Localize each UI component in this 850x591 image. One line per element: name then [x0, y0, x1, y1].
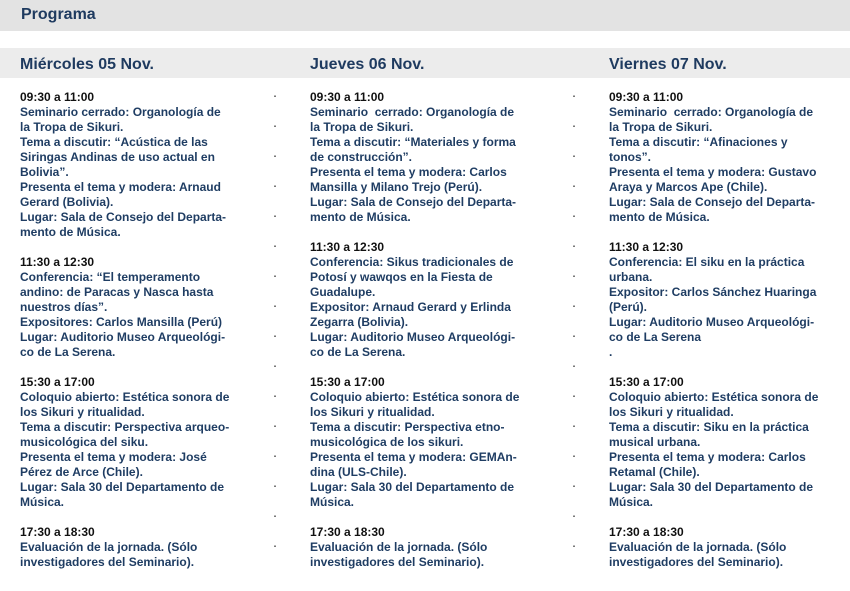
event-text-line: investigadores del Seminario).	[20, 555, 195, 569]
separator-dot: .	[572, 509, 576, 520]
event-text-line: Seminario cerrado: Organología de	[20, 105, 221, 119]
separator-dot: .	[572, 479, 576, 490]
event-text-line: Siringas Andinas de uso actual en	[20, 150, 215, 164]
schedule-event	[20, 525, 270, 570]
separator-dot: .	[273, 539, 277, 550]
separator-dot: .	[572, 89, 576, 100]
separator-dot: .	[273, 479, 277, 490]
event-text-line: Retamal (Chile).	[609, 465, 700, 479]
event-time: 09:30 a 11:00	[609, 90, 684, 104]
event-text-line: de construcción”.	[310, 150, 413, 164]
event-text-line: co de La Serena.	[310, 345, 406, 359]
event-time: 17:30 a 18:30	[20, 525, 95, 539]
event-text-line: Tema a discutir: “Materiales y forma	[310, 135, 516, 149]
event-text-line: Expositor: Carlos Sánchez Huaringa	[609, 285, 817, 299]
event-text-line: Tema a discutir: “Afinaciones y	[609, 135, 788, 149]
separator-dot: .	[273, 89, 277, 100]
page-title: Programa	[21, 6, 96, 23]
separator-dot: .	[572, 179, 576, 190]
schedule-event	[609, 525, 844, 570]
separator-dot: .	[273, 119, 277, 130]
event-list	[310, 90, 570, 570]
column-separator	[571, 80, 577, 560]
event-text-line: Seminario cerrado: Organología de	[609, 105, 814, 119]
event-time: 09:30 a 11:00	[20, 90, 95, 104]
separator-dot: .	[273, 329, 277, 340]
event-time: 09:30 a 11:00	[310, 90, 385, 104]
event-text-line: Lugar: Sala de Consejo del Departa-	[20, 210, 227, 224]
event-text-line: Lugar: Sala 30 del Departamento de	[310, 480, 515, 494]
event-time: 11:30 a 12:30	[20, 255, 95, 269]
event-text-line: investigadores del Seminario).	[310, 555, 485, 569]
event-text-line: Coloquio abierto: Estética sonora de	[609, 390, 819, 404]
schedule-event	[310, 90, 570, 225]
event-text-line: Conferencia: “El temperamento	[20, 270, 201, 284]
event-text-line: Tema a discutir: Siku en la práctica	[609, 420, 809, 434]
event-time: 17:30 a 18:30	[609, 525, 684, 539]
event-list	[609, 90, 844, 570]
separator-dot: .	[273, 389, 277, 400]
column-separator	[272, 80, 278, 560]
event-text-line: Gerard (Bolivia).	[20, 195, 114, 209]
event-text-line: Coloquio abierto: Estética sonora de	[310, 390, 520, 404]
event-text-line: Araya y Marcos Ape (Chile).	[609, 180, 768, 194]
event-time: 11:30 a 12:30	[310, 240, 385, 254]
event-text-line: Mansilla y Milano Trejo (Perú).	[310, 180, 483, 194]
day-column-thursday	[310, 48, 570, 585]
event-text-line: Música.	[20, 495, 65, 509]
day-column-wednesday	[20, 48, 270, 585]
schedule-event	[20, 255, 270, 360]
separator-dot: .	[572, 329, 576, 340]
event-text-line: Lugar: Auditorio Museo Arqueológi-	[310, 330, 516, 344]
event-text-line: Tema a discutir: Perspectiva arqueo-	[20, 420, 230, 434]
event-text-line: mento de Música.	[20, 225, 121, 239]
event-time: 17:30 a 18:30	[310, 525, 385, 539]
event-text-line: Presenta el tema y modera: Gustavo	[609, 165, 817, 179]
separator-dot: .	[273, 419, 277, 430]
event-time: 15:30 a 17:00	[310, 375, 385, 389]
separator-dot: .	[572, 359, 576, 370]
event-text-line: Presenta el tema y modera: Carlos	[310, 165, 507, 179]
event-text-line: (Perú).	[609, 300, 648, 314]
event-text-line: los Sikuri y ritualidad.	[310, 405, 435, 419]
event-text-line: Coloquio abierto: Estética sonora de	[20, 390, 230, 404]
event-list	[20, 90, 270, 570]
event-text-line: Tema a discutir: “Acústica de las	[20, 135, 208, 149]
event-text-line: Música.	[609, 495, 654, 509]
event-time: 15:30 a 17:00	[20, 375, 95, 389]
event-text-line: Presenta el tema y modera: Arnaud	[20, 180, 221, 194]
event-text-line: Guadalupe.	[310, 285, 376, 299]
separator-dot: .	[572, 239, 576, 250]
event-text-line: musical urbana.	[609, 435, 701, 449]
event-text-line: tonos”.	[609, 150, 651, 164]
separator-dot: .	[273, 179, 277, 190]
event-text-line: .	[609, 345, 613, 359]
event-text-line: Zegarra (Bolivia).	[310, 315, 409, 329]
separator-dot: .	[572, 419, 576, 430]
event-text-line: Presenta el tema y modera: GEMAn-	[310, 450, 517, 464]
event-text-line: Tema a discutir: Perspectiva etno-	[310, 420, 505, 434]
separator-dot: .	[572, 539, 576, 550]
separator-dot: .	[572, 209, 576, 220]
schedule-event	[20, 90, 270, 240]
event-text-line: Bolivia”.	[20, 165, 69, 179]
event-text-line: musicológica del siku.	[20, 435, 149, 449]
separator-dot: .	[572, 269, 576, 280]
event-text-line: Presenta el tema y modera: Carlos	[609, 450, 806, 464]
day-column-friday	[609, 48, 844, 585]
event-text-line: los Sikuri y ritualidad.	[20, 405, 145, 419]
event-text-line: Lugar: Sala de Consejo del Departa-	[609, 195, 816, 209]
separator-dot: .	[572, 449, 576, 460]
event-text-line: investigadores del Seminario).	[609, 555, 784, 569]
event-text-line: Pérez de Arce (Chile).	[20, 465, 143, 479]
event-text-line: Lugar: Sala 30 del Departamento de	[609, 480, 814, 494]
schedule-event	[609, 375, 844, 510]
event-time: 11:30 a 12:30	[609, 240, 684, 254]
separator-dot: .	[572, 299, 576, 310]
event-text-line: Lugar: Auditorio Museo Arqueológi-	[609, 315, 815, 329]
event-text-line: la Tropa de Sikuri.	[310, 120, 414, 134]
event-text-line: Expositor: Arnaud Gerard y Erlinda	[310, 300, 511, 314]
separator-dot: .	[273, 299, 277, 310]
day-heading: Viernes 07 Nov.	[609, 56, 727, 73]
event-text-line: urbana.	[609, 270, 653, 284]
event-text-line: Evaluación de la jornada. (Sólo	[609, 540, 787, 554]
event-text-line: Seminario cerrado: Organología de	[310, 105, 515, 119]
separator-dot: .	[273, 269, 277, 280]
event-text-line: Potosí y wawqos en la Fiesta de	[310, 270, 493, 284]
event-text-line: nuestros días”.	[20, 300, 108, 314]
event-text-line: co de La Serena	[609, 330, 702, 344]
event-text-line: los Sikuri y ritualidad.	[609, 405, 734, 419]
separator-dot: .	[273, 509, 277, 520]
separator-dot: .	[273, 449, 277, 460]
event-text-line: mento de Música.	[310, 210, 411, 224]
event-text-line: Evaluación de la jornada. (Sólo	[20, 540, 198, 554]
event-text-line: Conferencia: El siku en la práctica	[609, 255, 805, 269]
event-text-line: la Tropa de Sikuri.	[609, 120, 713, 134]
schedule-event	[310, 375, 570, 510]
day-heading: Miércoles 05 Nov.	[20, 56, 154, 73]
separator-dot: .	[273, 209, 277, 220]
event-text-line: mento de Música.	[609, 210, 710, 224]
event-time: 15:30 a 17:00	[609, 375, 684, 389]
event-text-line: musicológica de los sikuri.	[310, 435, 464, 449]
event-text-line: Música.	[310, 495, 355, 509]
schedule-event	[310, 240, 570, 360]
day-heading: Jueves 06 Nov.	[310, 56, 425, 73]
event-text-line: Lugar: Sala de Consejo del Departa-	[310, 195, 517, 209]
event-text-line: Lugar: Auditorio Museo Arqueológi-	[20, 330, 226, 344]
separator-dot: .	[273, 239, 277, 250]
event-text-line: Conferencia: Sikus tradicionales de	[310, 255, 514, 269]
separator-dot: .	[273, 359, 277, 370]
separator-dot: .	[572, 119, 576, 130]
event-text-line: dina (ULS-Chile).	[310, 465, 407, 479]
event-text-line: Evaluación de la jornada. (Sólo	[310, 540, 488, 554]
event-text-line: Lugar: Sala 30 del Departamento de	[20, 480, 225, 494]
separator-dot: .	[273, 149, 277, 160]
schedule-event	[20, 375, 270, 510]
title-bar	[0, 0, 850, 31]
event-text-line: Expositores: Carlos Mansilla (Perú)	[20, 315, 223, 329]
schedule-event	[310, 525, 570, 570]
event-text-line: co de La Serena.	[20, 345, 116, 359]
separator-dot: .	[572, 389, 576, 400]
schedule-event	[609, 90, 844, 225]
event-text-line: Presenta el tema y modera: José	[20, 450, 207, 464]
event-text-line: la Tropa de Sikuri.	[20, 120, 124, 134]
separator-dot: .	[572, 149, 576, 160]
schedule-event	[609, 240, 844, 360]
event-text-line: andino: de Paracas y Nasca hasta	[20, 285, 214, 299]
